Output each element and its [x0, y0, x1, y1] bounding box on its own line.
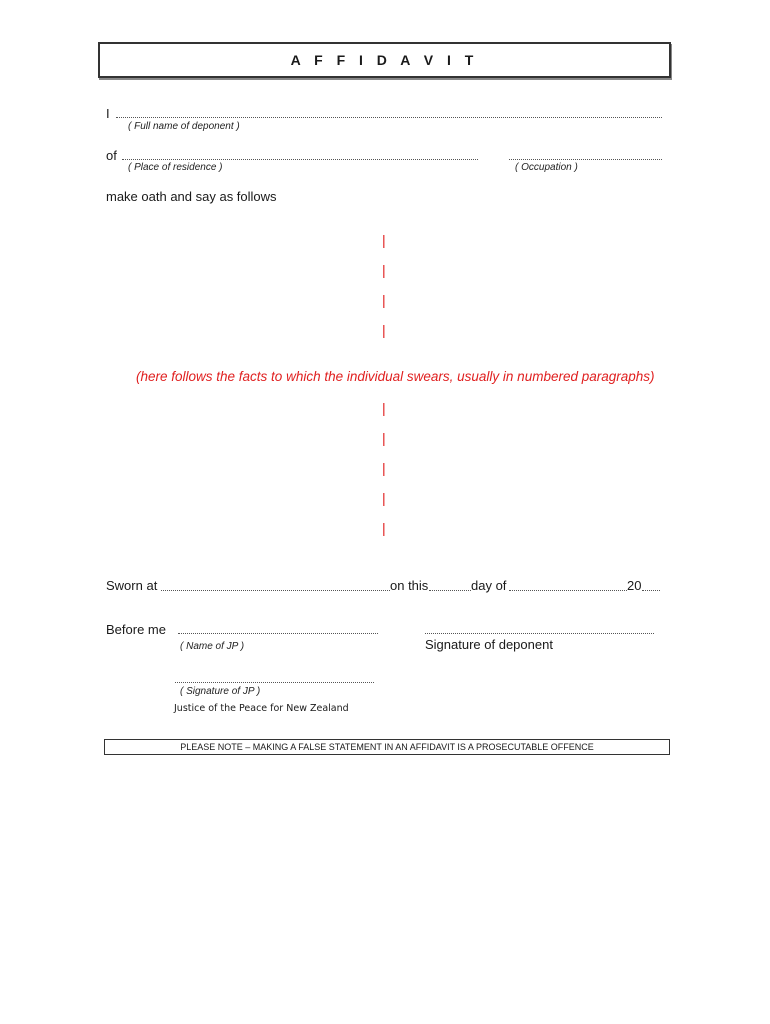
facts-instruction: (here follows the facts to which the individual swears, usually in numbered paragraphs): [136, 369, 655, 384]
warning-note: PLEASE NOTE – MAKING A FALSE STATEMENT IN AN AFFIDAVIT IS A PROSECUTABLE OFFENCE: [104, 739, 670, 755]
jp-name-caption: ( Name of JP ): [180, 641, 245, 652]
oath-intro: make oath and say as follows: [106, 189, 277, 204]
deponent-signature-field[interactable]: [425, 633, 654, 634]
fact-marker: |: [382, 400, 386, 416]
fact-marker: |: [382, 232, 386, 248]
day-field[interactable]: [429, 590, 471, 591]
deponent-name-caption: ( Full name of deponent ): [128, 121, 240, 132]
on-this-label: on this: [390, 578, 429, 593]
jp-signature-caption: ( Signature of JP ): [180, 686, 261, 697]
fact-marker: |: [382, 520, 386, 536]
jp-signature-field[interactable]: [175, 682, 374, 683]
sworn-at-label: Sworn at: [106, 578, 158, 593]
fact-marker: |: [382, 322, 386, 338]
occupation-field[interactable]: [509, 159, 662, 160]
residence-field[interactable]: [122, 159, 478, 160]
deponent-prefix: I: [106, 106, 110, 121]
deponent-signature-label: Signature of deponent: [425, 637, 553, 652]
fact-marker: |: [382, 430, 386, 446]
fact-marker: |: [382, 292, 386, 308]
document-title: A F F I D A V I T: [98, 42, 671, 78]
jp-title: Justice of the Peace for New Zealand: [174, 703, 349, 714]
residence-caption: ( Place of residence ): [128, 162, 223, 173]
jp-name-field[interactable]: [178, 633, 378, 634]
day-of-label: day of: [471, 578, 507, 593]
year-prefix: 20: [627, 578, 642, 593]
sworn-place-field[interactable]: [161, 590, 390, 591]
month-field[interactable]: [509, 590, 627, 591]
fact-marker: |: [382, 490, 386, 506]
fact-marker: |: [382, 262, 386, 278]
occupation-caption: ( Occupation ): [515, 162, 578, 173]
deponent-name-field[interactable]: [116, 117, 662, 118]
residence-prefix: of: [106, 148, 117, 163]
fact-marker: |: [382, 460, 386, 476]
before-me-label: Before me: [106, 622, 166, 637]
year-field[interactable]: [642, 590, 660, 591]
